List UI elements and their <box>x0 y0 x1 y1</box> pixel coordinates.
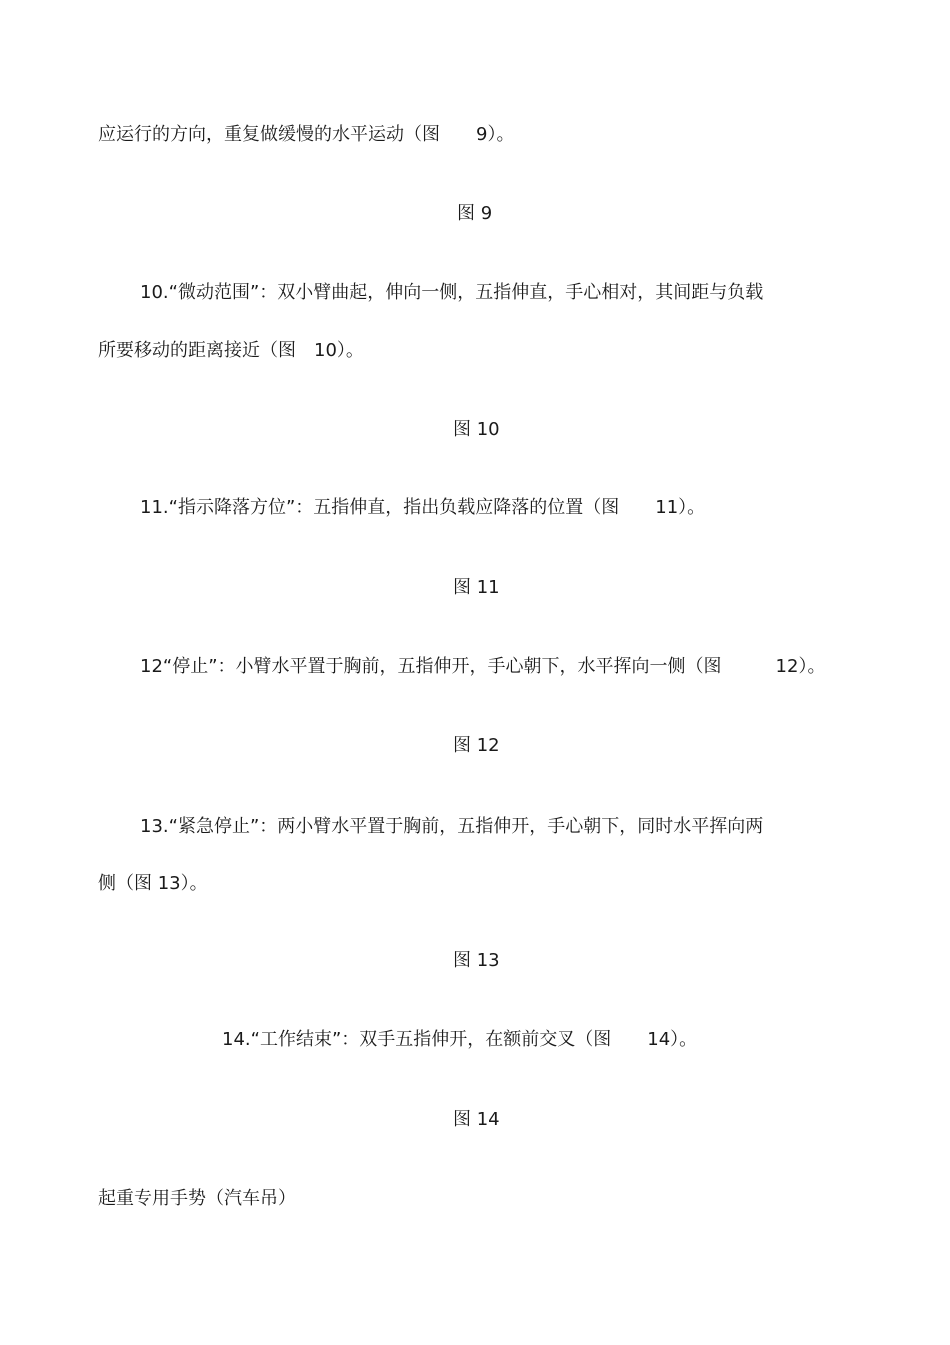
figure-caption: 图 12 <box>453 735 500 756</box>
body-text-line: 10.“微动范围”：双小臂曲起，伸向一侧，五指伸直，手心相对，其间距与负载 <box>140 282 764 303</box>
body-text-line: 11.“指示降落方位”：五指伸直，指出负载应降落的位置（图 11）。 <box>140 497 706 518</box>
figure-caption: 图 9 <box>457 203 493 224</box>
body-text-line: 所要移动的距离接近（图 10）。 <box>98 340 364 361</box>
figure-caption: 图 10 <box>453 419 500 440</box>
body-text-line: 应运行的方向，重复做缓慢的水平运动（图 9）。 <box>98 124 515 145</box>
body-text-line: 14.“工作结束”：双手五指伸开，在额前交叉（图 14）。 <box>222 1029 698 1050</box>
body-text-line: 侧（图 13）。 <box>98 873 208 894</box>
figure-caption: 图 13 <box>453 950 500 971</box>
section-heading: 起重专用手势（汽车吊） <box>98 1188 296 1209</box>
figure-caption: 图 11 <box>453 577 500 598</box>
body-text-line: 13.“紧急停止”：两小臂水平置于胸前，五指伸开，手心朝下，同时水平挥向两 <box>140 816 764 837</box>
body-text-line: 12“停止”：小臂水平置于胸前，五指伸开，手心朝下，水平挥向一侧（图 12）。 <box>140 656 826 677</box>
figure-caption: 图 14 <box>453 1109 500 1130</box>
